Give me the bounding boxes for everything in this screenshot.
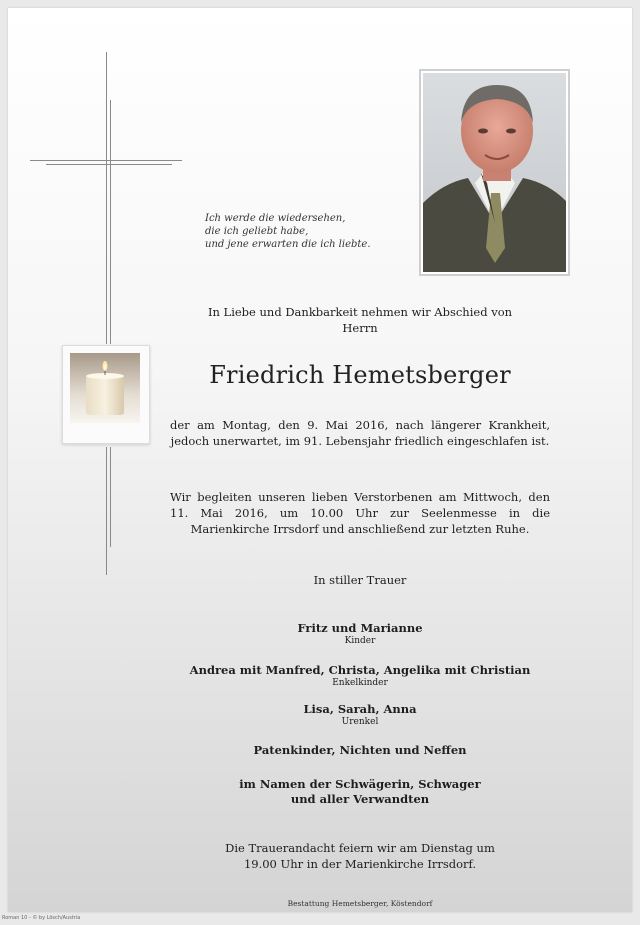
- mourner-group: [170, 621, 550, 647]
- mourner-role: Kinder: [344, 636, 376, 646]
- memorial-quote: [205, 212, 405, 251]
- prayer-notice: [170, 840, 550, 872]
- mourner-names: Andrea mit Manfred, Christa, Angelika mit Christian: [189, 663, 531, 677]
- mourning-heading: In stiller Trauer: [313, 573, 407, 587]
- mourner-group: [170, 743, 550, 758]
- prayer-line: Die Trauerandacht feiern wir am Dienstag um: [225, 841, 495, 855]
- intro-text: [170, 304, 550, 336]
- mourner-names: Lisa, Sarah, Anna: [303, 702, 417, 716]
- portrait-photo: [419, 69, 570, 276]
- mourner-role: Enkelkinder: [332, 678, 388, 688]
- quote-line: die ich geliebt habe,: [205, 226, 309, 237]
- relatives-line: und aller Verwandten: [290, 792, 430, 806]
- intro-line: In Liebe und Dankbarkeit nehmen wir Abschied von: [207, 305, 513, 319]
- intro-line: Herrn: [342, 321, 378, 335]
- corner-note: Roman 10 - © by Lösch/Austria: [2, 915, 81, 921]
- funeral-home-footer: Bestattung Hemetsberger, Köstendorf: [287, 899, 433, 908]
- mourner-role: Urenkel: [341, 717, 379, 727]
- mourner-group: [150, 663, 570, 689]
- quote-line: Ich werde die wiedersehen,: [205, 213, 346, 224]
- funeral-notice: Wir begleiten unseren lieben Verstorbenen am Mittwoch, den 11. Mai 2016, um 10.00 Uhr zur Seelenmesse in die Marienkirche Irrsdorf und anschließend zur letzten Ruhe.: [170, 490, 550, 536]
- relatives-text: [170, 777, 550, 807]
- mourner-names: Fritz und Marianne: [297, 621, 423, 635]
- death-notice: der am Montag, den 9. Mai 2016, nach längerer Krankheit, jedoch unerwartet, im 91. Lebensjahr friedlich eingeschlafen ist.: [170, 418, 550, 448]
- mourner-group: [170, 702, 550, 728]
- prayer-line: 19.00 Uhr in der Marienkirche Irrsdorf.: [243, 857, 477, 871]
- relatives-line: im Namen der Schwägerin, Schwager: [239, 777, 481, 791]
- quote-line: und jene erwarten die ich liebte.: [205, 239, 371, 250]
- mourner-names: Patenkinder, Nichten und Neffen: [253, 743, 467, 757]
- deceased-name: Friedrich Hemetsberger: [209, 361, 511, 389]
- candle-frame: [62, 345, 150, 444]
- candle-icon: [70, 353, 140, 423]
